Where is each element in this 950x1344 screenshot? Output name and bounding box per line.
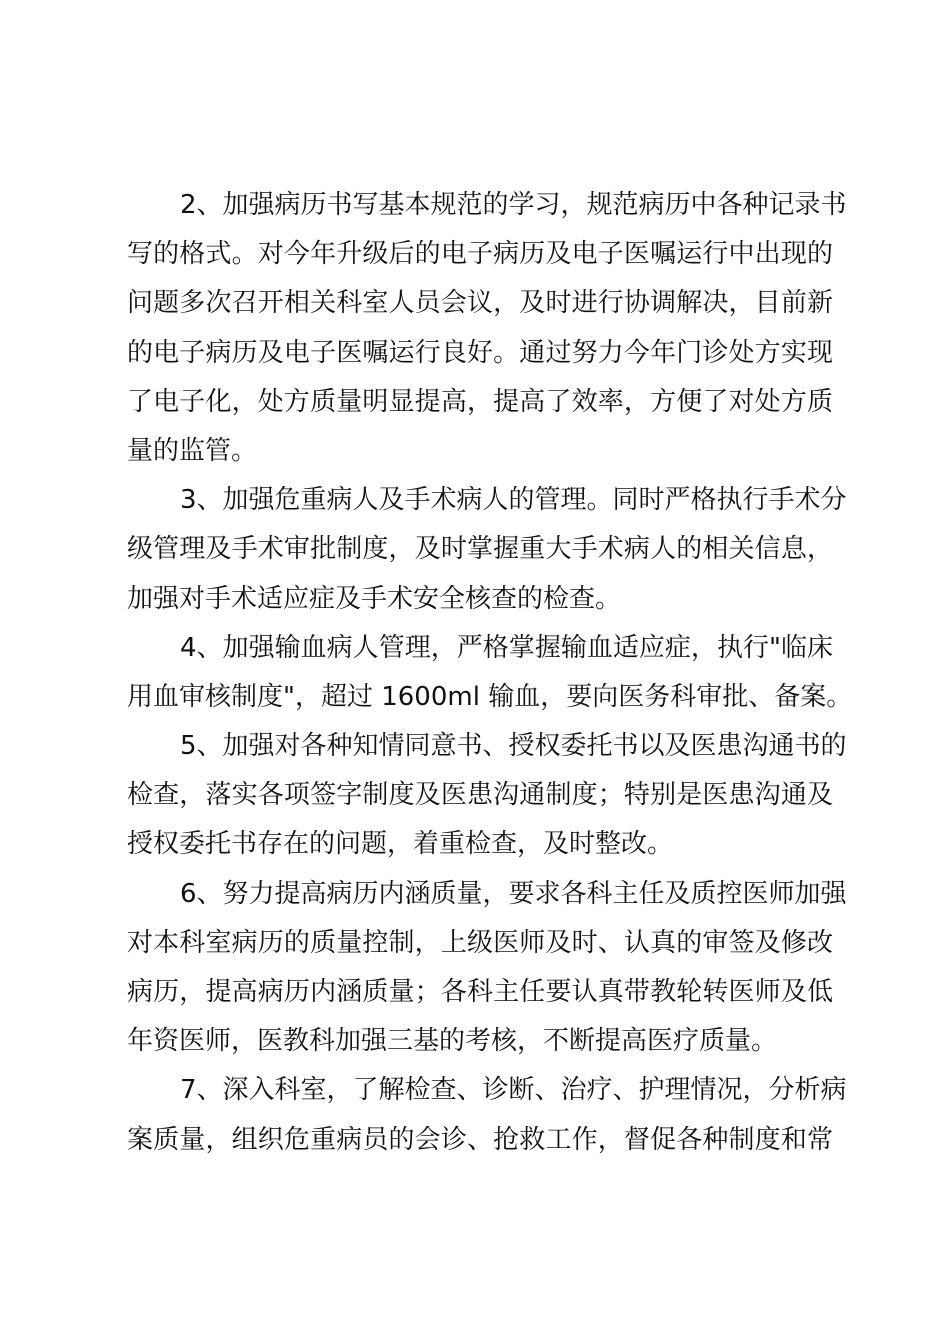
text-line: 年资医师，医教科加强三基的考核，不断提高医疗质量。 bbox=[127, 1026, 778, 1057]
text-line: 2、加强病历书写基本规范的学习，规范病历中各种记录书 bbox=[180, 190, 847, 220]
text-line: 6、努力提高病历内涵质量，要求各科主任及质控医师加强 bbox=[180, 878, 847, 909]
text-line: 检查，落实各项签字制度及医患沟通制度；特别是医患沟通及 bbox=[127, 780, 833, 811]
text-line: 案质量，组织危重病员的会诊、抢救工作，督促各种制度和常 bbox=[127, 1124, 833, 1155]
text-line: 授权委托书存在的问题，着重检查，及时整改。 bbox=[127, 829, 674, 860]
text-line: 用血审核制度"，超过 1600ml 输血，要向医务科审批、备案。 bbox=[127, 681, 853, 712]
text-line: 的电子病历及电子医嘱运行良好。通过努力今年门诊处方实现 bbox=[127, 337, 833, 368]
text-line: 级管理及手术审批制度，及时掌握重大手术病人的相关信息， bbox=[127, 534, 833, 565]
text-line: 4、加强输血病人管理，严格掌握输血适应症，执行"临床 bbox=[180, 632, 833, 663]
text-line: 5、加强对各种知情同意书、授权委托书以及医患沟通书的 bbox=[180, 731, 847, 762]
text-line: 写的格式。对今年升级后的电子病历及电子医嘱运行中出现的 bbox=[127, 239, 833, 270]
text-line: 病历，提高病历内涵质量；各科主任要认真带教轮转医师及低 bbox=[127, 977, 833, 1007]
text-line: 7、深入科室，了解检查、诊断、治疗、护理情况，分析病 bbox=[180, 1075, 847, 1106]
text-line: 加强对手术适应症及手术安全核查的检查。 bbox=[127, 583, 622, 614]
text-line: 3、加强危重病人及手术病人的管理。同时严格执行手术分 bbox=[180, 485, 847, 516]
text-line: 对本科室病历的质量控制，上级医师及时、认真的审签及修改 bbox=[127, 927, 833, 958]
text-line: 问题多次召开相关科室人员会议，及时进行协调解决，目前新 bbox=[127, 288, 833, 319]
text-line: 了电子化，处方质量明显提高，提高了效率，方便了对处方质 bbox=[127, 386, 833, 417]
text-line: 量的监管。 bbox=[127, 435, 258, 466]
document-body bbox=[127, 181, 853, 1165]
